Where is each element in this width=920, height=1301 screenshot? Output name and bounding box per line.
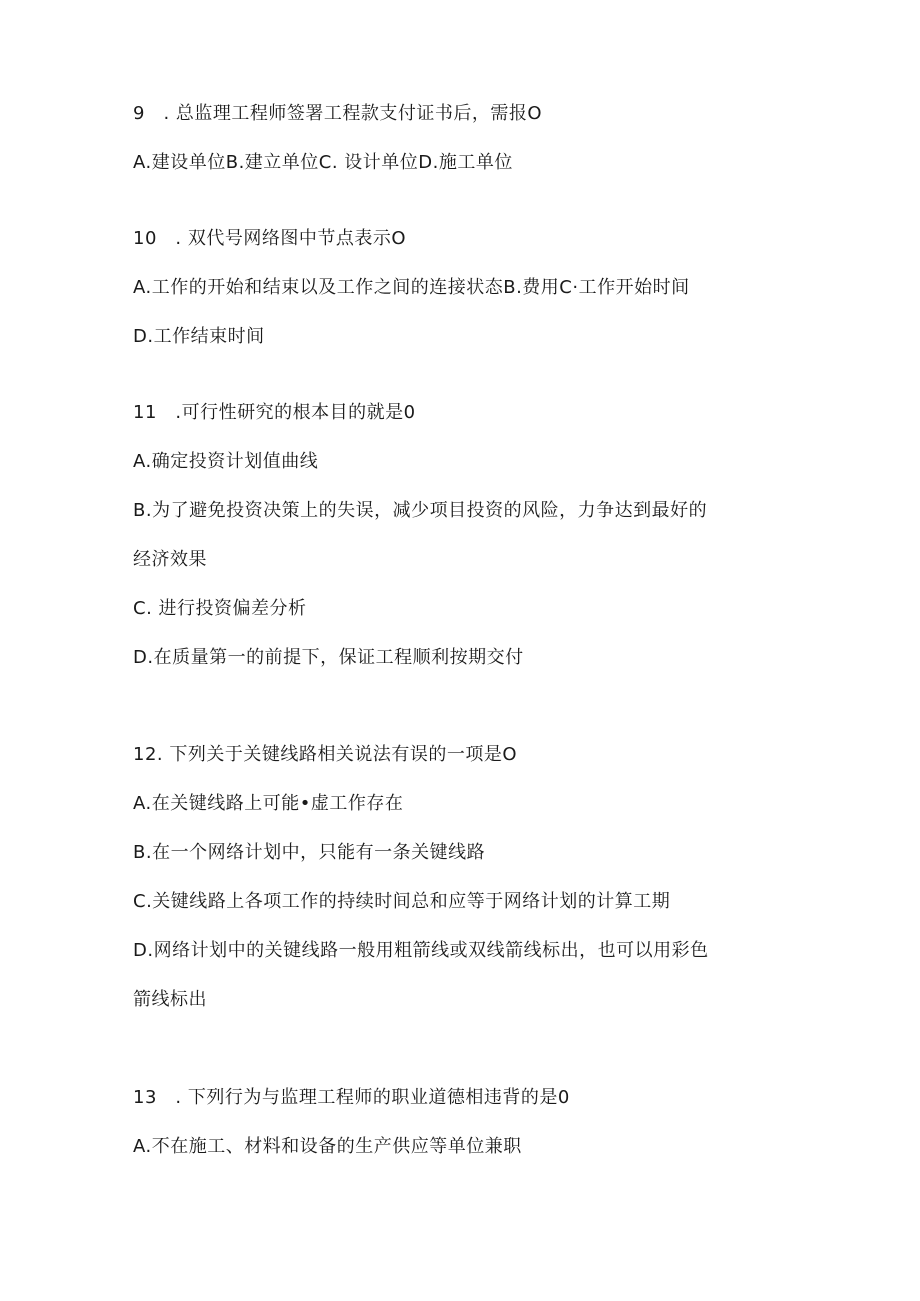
- question-11-option-line: C. 进行投资偏差分析: [133, 598, 307, 619]
- question-13-option-line: A.不在施工、材料和设备的生产供应等单位兼职: [133, 1136, 522, 1157]
- question-11-option-line: D.在质量第一的前提下，保证工程顺利按期交付: [133, 647, 524, 668]
- question-13-stem: 13 . 下列行为与监理工程师的职业道德相违背的是0: [133, 1087, 570, 1108]
- question-9-stem: 9 . 总监理工程师签署工程款支付证书后，需报O: [133, 103, 543, 124]
- question-12-option-line: B.在一个网络计划中，只能有一条关键线路: [133, 842, 486, 863]
- question-11-stem: 11 .可行性研究的根本目的就是0: [133, 402, 416, 423]
- question-12-option-line: D.网络计划中的关键线路一般用粗箭线或双线箭线标出，也可以用彩色: [133, 940, 709, 961]
- question-12-option-line: C.关键线路上各项工作的持续时间总和应等于网络计划的计算工期: [133, 891, 671, 912]
- question-10-stem: 10 . 双代号网络图中节点表示O: [133, 228, 407, 249]
- question-10-option-line: D.工作结束时间: [133, 326, 265, 347]
- question-12-option-line: A.在关键线路上可能•虚工作存在: [133, 793, 404, 814]
- question-11-option-line: 经济效果: [133, 549, 207, 570]
- question-11-option-line: A.确定投资计划值曲线: [133, 451, 319, 472]
- question-11-option-line: B.为了避免投资决策上的失误，减少项目投资的风险，力争达到最好的: [133, 500, 708, 521]
- question-9-options: A.建设单位B.建立单位C. 设计单位D.施工单位: [133, 152, 513, 173]
- question-12-stem: 12. 下列关于关键线路相关说法有误的一项是O: [133, 744, 518, 765]
- question-12-option-line: 箭线标出: [133, 989, 207, 1010]
- question-10-option-line: A.工作的开始和结束以及工作之间的连接状态B.费用C·工作开始时间: [133, 277, 690, 298]
